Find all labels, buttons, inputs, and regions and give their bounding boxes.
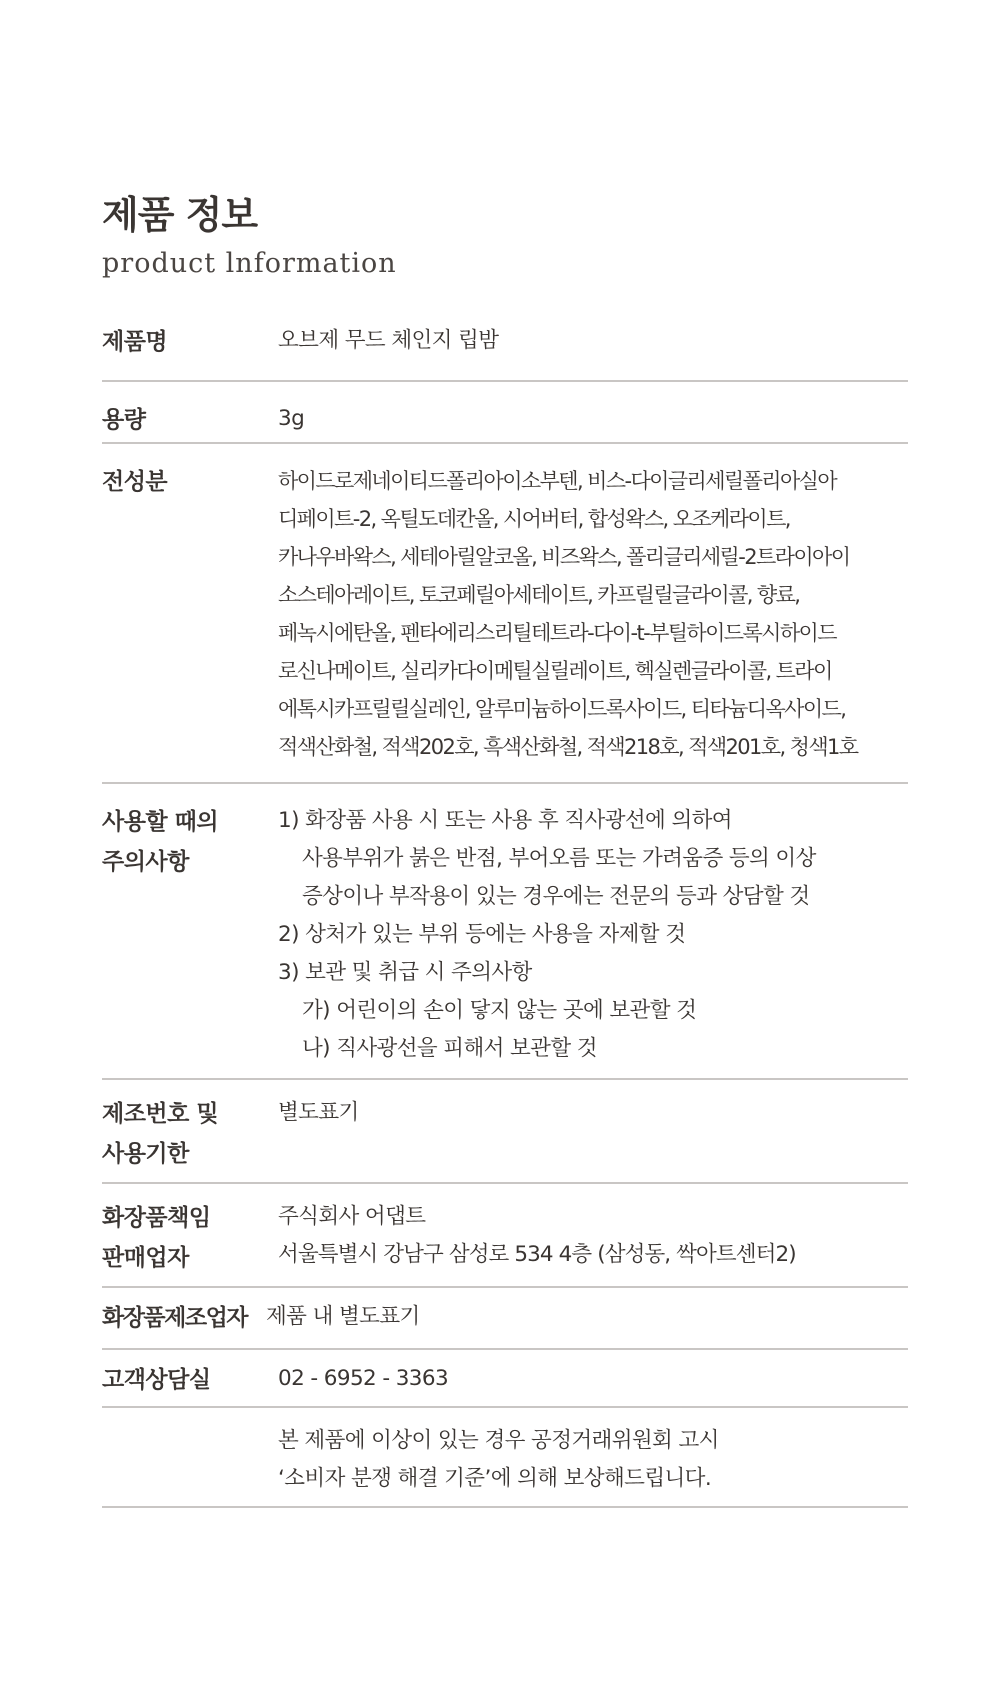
row-caution — [102, 784, 908, 1080]
row-label: 화장품제조업자 — [102, 1305, 248, 1331]
caution-line: 증상이나 부작용이 있는 경우에는 전문의 등과 상담할 것 — [302, 884, 810, 909]
caution-line: 사용부위가 붉은 반점, 부어오름 또는 가려움증 등의 이상 — [302, 846, 816, 871]
ingredients-line: 하이드로제네이티드폴리아이소부텐, 비스-다이글리세릴폴리아실아 — [278, 469, 837, 493]
row-label: 전성분 — [102, 469, 168, 495]
row-product-name — [102, 322, 908, 382]
row-label: 용량 — [102, 407, 146, 433]
row-value: 3g — [278, 406, 305, 431]
caution-list — [278, 802, 908, 1078]
caution-line: 2) 상처가 있는 부위 등에는 사용을 자제할 것 — [278, 922, 686, 947]
seller-info — [278, 1198, 908, 1286]
row-value: 오브제 무드 체인지 립밤 — [278, 328, 499, 353]
notice-line: 본 제품에 이상이 있는 경우 공정거래위원회 고시 — [278, 1428, 719, 1453]
row-label-line: 제조번호 및 — [102, 1101, 219, 1127]
row-label-line: 화장품책임 — [102, 1205, 211, 1231]
caution-line: 3) 보관 및 취급 시 주의사항 — [278, 960, 532, 985]
row-label-empty — [102, 1422, 278, 1506]
row-label — [102, 1198, 278, 1286]
ingredients-line: 디페이트-2, 옥틸도데칸올, 시어버터, 합성왁스, 오조케라이트, — [278, 507, 790, 531]
ingredients-line: 소스테아레이트, 토코페릴아세테이트, 카프릴릴글라이콜, 향료, — [278, 583, 800, 607]
page-title: 제품 정보 — [102, 193, 258, 237]
ingredients-line: 에톡시카프릴릴실레인, 알루미늄하이드록사이드, 티타늄디옥사이드, — [278, 697, 846, 721]
customer-service-phone: 02 - 6952 - 3363 — [278, 1366, 449, 1391]
section-header — [102, 192, 397, 280]
row-label — [102, 802, 278, 1078]
product-info-table — [102, 322, 908, 1508]
seller-name: 주식회사 어댑트 — [278, 1204, 426, 1229]
row-label-line: 주의사항 — [102, 849, 189, 875]
row-capacity — [102, 382, 908, 444]
ingredients-line: 카나우바왁스, 세테아릴알코올, 비즈왁스, 폴리글리세릴-2트라이아이 — [278, 545, 850, 569]
page-subtitle: product lnformation — [102, 248, 397, 279]
caution-line: 나) 직사광선을 피해서 보관할 것 — [302, 1036, 597, 1061]
row-manufacturer — [102, 1288, 908, 1350]
ingredients-line: 페녹시에탄올, 펜타에리스리틸테트라-다이-t-부틸하이드록시하이드 — [278, 621, 836, 645]
row-label — [102, 1094, 278, 1182]
row-label-line: 사용기한 — [102, 1141, 189, 1167]
ingredients-list — [278, 462, 908, 782]
ingredients-line: 로신나메이트, 실리카다이메틸실릴레이트, 헥실렌글라이콜, 트라이 — [278, 659, 832, 683]
row-customer-service — [102, 1350, 908, 1408]
row-notice — [102, 1408, 908, 1508]
row-value: 별도표기 — [278, 1100, 359, 1125]
caution-line: 가) 어린이의 손이 닿지 않는 곳에 보관할 것 — [302, 998, 697, 1023]
caution-line: 1) 화장품 사용 시 또는 사용 후 직사광선에 의하여 — [278, 808, 732, 833]
ingredients-line: 적색산화철, 적색202호, 흑색산화철, 적색218호, 적색201호, 청색1호 — [278, 735, 858, 759]
row-lot-expiry — [102, 1080, 908, 1184]
row-label-line: 사용할 때의 — [102, 809, 219, 835]
notice-line: ‘소비자 분쟁 해결 기준’에 의해 보상해드립니다. — [278, 1466, 712, 1491]
row-ingredients — [102, 444, 908, 784]
row-seller — [102, 1184, 908, 1288]
notice-text — [278, 1422, 908, 1506]
row-label-line: 판매업자 — [102, 1245, 189, 1271]
row-value: 제품 내 별도표기 — [266, 1304, 420, 1329]
seller-address: 서울특별시 강남구 삼성로 534 4층 (삼성동, 싹아트센터2) — [278, 1242, 796, 1267]
row-label: 제품명 — [102, 329, 168, 355]
row-label: 고객상담실 — [102, 1367, 211, 1393]
